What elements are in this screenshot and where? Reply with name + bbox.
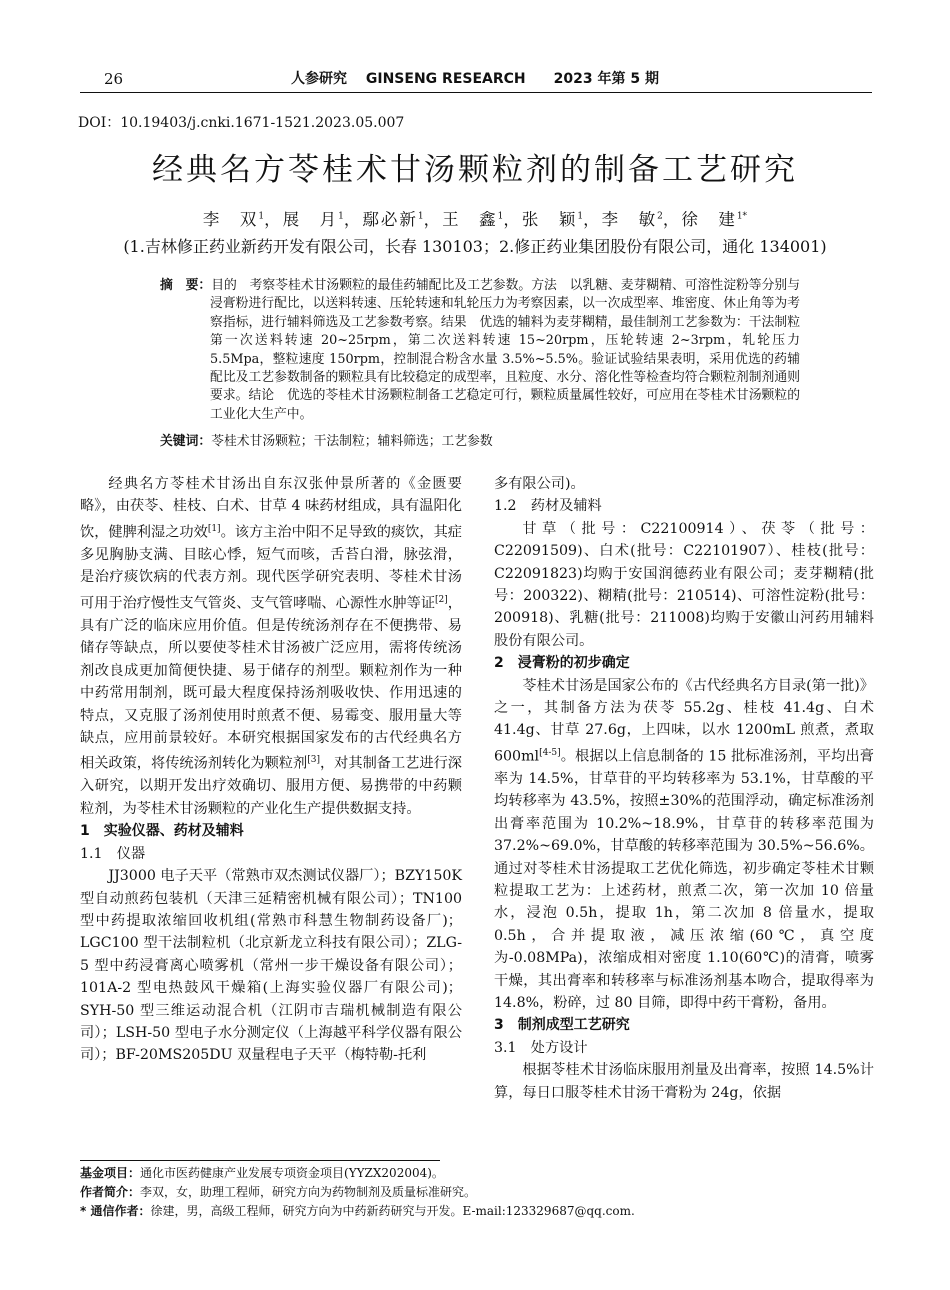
subsection-heading: 1.2 药材及辅料 [494,498,602,515]
citation[interactable]: [1] [207,523,221,534]
body-column-left [80,473,462,1067]
subsection-heading: 1.1 仪器 [80,845,146,862]
extract-paragraph [494,675,874,1015]
footnote-corresponding [80,1202,880,1221]
materials-paragraph: 甘草（批号：C22100914）、茯苓（批号：C22091509)、白术(批号：C22101907）、桂枝(批号：C22091823)均购于安国润德药业有限公司；麦芽糊精(批号：200322)、糊精(批号：210514)、可溶性淀粉(批号：200918)、乳糖(批号：211008)均购于安徽山河药用辅料股份有限公司。 [494,520,874,649]
section-heading: 1 实验仪器、药材及辅料 [80,823,244,840]
footnote-text: 徐建，男，高级工程师，研究方向为中药新药研究与开发。E-mail:123329687@qq.com. [150,1204,635,1218]
intro-text: 。该方主治中阳不足导致的痰饮，其症多见胸胁支满、目眩心悸，短气而咳，舌苔白滑，脉弦滑，是治疗痰饮病的代表方剂。现代医学研究表明、苓桂术甘汤可用于治疗慢性支气管炎、支气管哮喘、心源性水肿等证 [80,524,462,612]
citation[interactable]: [4-5] [539,747,561,758]
footnote-text: 通化市医药健康产业发展专项资金项目(YYZX202004)。 [140,1166,444,1180]
extract-text: 苓桂术甘汤是国家公布的《古代经典名方目录(第一批)》之一，其制备方法为茯苓 55.2g、桂枝 41.4g、白术 41.4g、甘草 27.6g，上四味，以水 1200mL 煎煮，煮取 600ml [494,677,874,765]
author-affiliation-mark: 2 [657,211,663,222]
header-divider [80,92,872,93]
journal-name-cn: 人参研究 [291,71,348,87]
author: 王 鑫 [442,210,498,229]
extract-text: 。根据以上信息制备的 15 批标准汤剂，平均出膏率为 14.5%，甘草苷的平均转移率为 53.1%，甘草酸的平均转移率为 43.5%，按照±30%的范围浮动，确定标准汤剂出膏率范围为 10.2%~18.9%，甘草苷的转移率范围为 37.2%~69.0%，甘草酸的转移率范围为 30.5%~56.6%。通过对苓桂术甘汤提取工艺优化筛选，初步确定苓桂术甘颗粒提取工艺为：上述药材，煎煮二次，第一次加 10 倍量水，浸泡 0.5h，提取 1h，第二次加 8 倍量水，提取 0.5h，合并提取液，减压浓缩(60℃，真空度为-0.08MPa)，浓缩成相对密度 1.10(60℃)的清膏，喷雾干燥，其出膏率和转移率与标准汤剂基本吻合，提取得率为 14.8%，粉碎，过 80 目筛，即得中药干膏粉，备用。 [494,748,874,1012]
journal-name-en: GINSENG RESEARCH [365,71,526,87]
author-affiliation-mark: 1 [497,211,504,222]
intro-text: 经典名方苓桂术甘汤出自东汉张仲景所著的《金匮要略》，由茯苓、桂枝、白术、甘草 4 味药材组成，具有温阳化饮，健脾利湿之功效 [80,476,462,541]
abstract-text: 目的 考察苓桂术甘汤颗粒的最佳药辅配比及工艺参数。方法 以乳糖、麦芽糊精、可溶性淀粉等分别与浸膏粉进行配比，以送料转速、压轮转速和轧轮压力为考察因素，以一次成型率、堆密度、休止角等为考察指标，进行辅料筛选及工艺参数考察。结果 优选的辅料为麦芽糊精，最佳制剂工艺参数为：干法制粒第一次送料转速 20~25rpm，第二次送料转速 15~20rpm，压轮转速 2~3rpm，轧轮压力 5.5Mpa，整粒速度 150rpm，控制混合粉含水量 3.5%~5.5%。验证试验结果表明，采用优选的药辅配比及工艺参数制备的颗粒具有比较稳定的成型率，且粒度、水分、溶化性等检查均符合颗粒剂制剂通则要求。结论 优选的苓桂术甘汤颗粒制备工艺稳定可行，颗粒质量属性较好，可应用在苓桂术甘汤颗粒的工业化大生产中。 [210,278,801,422]
keywords-label: 关键词： [160,434,212,449]
author-affiliation-mark: 1 [258,211,265,222]
doi[interactable]: DOI：10.19403/j.cnki.1671-1521.2023.05.007 [78,115,405,131]
journal-header [0,68,950,88]
citation[interactable]: [3] [307,755,320,766]
footnote-author [80,1183,880,1202]
footnote-label: 作者简介： [80,1185,141,1199]
author-affiliation-mark: 1* [736,211,748,222]
page-number: 26 [104,70,124,88]
footnote-label: 基金项目： [80,1166,141,1180]
footnote-text: 李双，女，助理工程师，研究方向为药物制剂及质量标准研究。 [140,1185,477,1199]
intro-paragraph [80,473,462,820]
author-affiliation-mark: 1 [577,211,584,222]
abstract [160,277,800,424]
author: 张 颖 [521,210,578,229]
author-affiliation-mark: 1 [417,211,424,222]
author: 李 敏 [601,210,658,229]
intro-text: ，对其制备工艺进行深入研究，以期开发出疗效确切、服用方便、易携带的中药颗粒剂，为苓桂术甘汤颗粒的产业化生产提供数据支持。 [80,756,462,817]
affiliation: (1.吉林修正药业新药开发有限公司，长春 130103；2.修正药业集团股份有限公司，通化 134001) [123,237,827,256]
paper-title: 经典名方苓桂术甘汤颗粒剂的制备工艺研究 [152,152,798,188]
author: 徐 建 [681,210,737,229]
footnotes [80,1164,880,1221]
journal-issue: 2023 年第 5 期 [553,71,659,87]
keywords [160,430,493,449]
section-heading: 3 制剂成型工艺研究 [494,1017,630,1034]
author-affiliation-mark: 1 [338,211,344,222]
intro-text: ，具有广泛的临床应用价值。但是传统汤剂存在不便携带、易储存等缺点，所以要使苓桂术甘汤被广泛应用，需将传统汤剂改良成更加简便快捷、易于储存的剂型。颗粒剂作为一种中药常用制剂，既可最大程度保持汤剂吸收快、作用迅速的特点，又克服了汤剂使用时煎煮不便、易霉变、服用量大等缺点，应用前景较好。本研究根据国家发布的古代经典名方相关政策，将传统汤剂转化为颗粒剂 [80,595,462,773]
instruments-paragraph-cont: 多有限公司)。 [494,476,585,492]
footnote-label: * 通信作者： [80,1204,151,1218]
formulation-paragraph: 根据苓桂术甘汤临床服用剂量及出膏率，按照 14.5%计算，每日口服苓桂术甘汤干膏粉为 24g，依据 [494,1062,874,1101]
author: 展 月 [282,210,339,229]
footnote-fund [80,1164,880,1183]
subsection-heading: 3.1 处方设计 [494,1039,588,1056]
abstract-label: 摘 要： [160,278,212,293]
author-list: 李 双$^1$，展 月$^1$，鄢必新$^1$，王 鑫$^1$，张 颖$^1$，李 敏$^2$，徐 建$^{1*}$ [202,210,748,229]
citation[interactable]: [2] [435,594,448,605]
author: 鄢必新 [362,210,418,229]
keywords-text: 苓桂术甘汤颗粒；干法制粒；辅料筛选；工艺参数 [211,434,493,449]
instruments-paragraph: JJ3000 电子天平（常熟市双杰测试仪器厂）；BZY150K 型自动煎药包装机（天津三延精密机械有限公司）；TN100 型中药提取浓缩回收机组(常熟市科慧生物制药设备厂)；LGC100 型干法制粒机（北京新龙立科技有限公司）；ZLG-5 型中药浸膏离心喷雾机（常州一步干燥设备有限公司）；101A-2 型电热鼓风干燥箱(上海实验仪器厂有限公司)；SYH-50 型三维运动混合机（江阴市吉瑞机械制造有限公司）；LSH-50 型电子水分测定仪（上海越平科学仪器有限公司）；BF-20MS205DU 双量程电子天平（梅特勒-托利 [80,868,462,1064]
section-heading: 2 浸膏粉的初步确定 [494,655,630,672]
author: 李 双 [202,210,259,229]
body-column-right [494,473,874,1104]
footnote-divider [80,1160,440,1161]
